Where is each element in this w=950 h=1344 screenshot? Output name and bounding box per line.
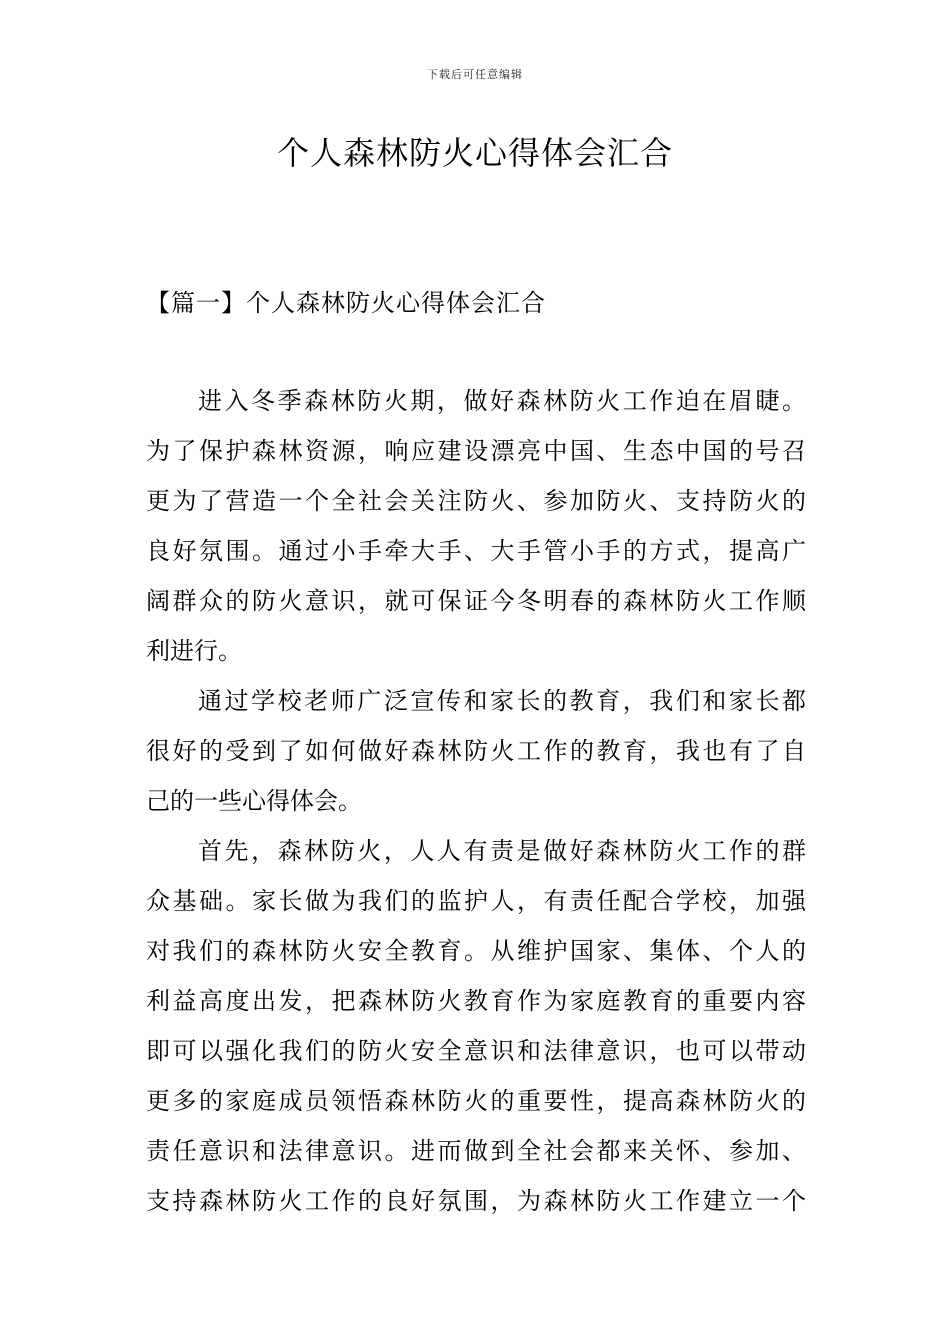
paragraph-line: 更为了营造一个全社会关注防火、参加防火、支持防火的 [146, 487, 806, 515]
paragraph-line: 众基础。家长做为我们的监护人，有责任配合学校，加强 [146, 887, 806, 915]
paragraph-line: 更多的家庭成员领悟森林防火的重要性，提高森林防火的 [146, 1087, 806, 1115]
paragraph-line: 支持森林防火工作的良好氛围，为森林防火工作建立一个 [146, 1187, 806, 1215]
paragraph-line: 己的一些心得体会。 [146, 787, 362, 815]
document-body [146, 376, 806, 1226]
paragraph-line: 阔群众的防火意识，就可保证今冬明春的森林防火工作顺 [146, 587, 806, 615]
paragraph-2 [146, 676, 806, 826]
paragraph-line: 利进行。 [146, 637, 242, 665]
paragraph-line: 对我们的森林防火安全教育。从维护国家、集体、个人的 [146, 937, 806, 965]
paragraph-line: 良好氛围。通过小手牵大手、大手管小手的方式，提高广 [146, 537, 806, 565]
paragraph-line: 利益高度出发，把森林防火教育作为家庭教育的重要内容 [146, 987, 806, 1015]
document-title: 个人森林防火心得体会汇合 [276, 134, 673, 172]
paragraph-line: 通过学校老师广泛宣传和家长的教育，我们和家长都 [198, 687, 806, 715]
paragraph-line: 责任意识和法律意识。进而做到全社会都来关怀、参加、 [146, 1137, 806, 1165]
paragraph-1 [146, 376, 806, 676]
page-header-note: 下载后可任意编辑 [427, 68, 523, 81]
paragraph-line: 为了保护森林资源，响应建设漂亮中国、生态中国的号召 [146, 437, 806, 465]
section-heading: 【篇一】个人森林防火心得体会汇合 [146, 289, 546, 317]
paragraph-3 [146, 826, 806, 1226]
paragraph-line: 很好的受到了如何做好森林防火工作的教育，我也有了自 [146, 737, 806, 765]
paragraph-line: 即可以强化我们的防火安全意识和法律意识，也可以带动 [146, 1037, 806, 1065]
paragraph-line: 进入冬季森林防火期，做好森林防火工作迫在眉睫。 [198, 387, 806, 415]
paragraph-line: 首先，森林防火，人人有责是做好森林防火工作的群 [198, 837, 806, 865]
